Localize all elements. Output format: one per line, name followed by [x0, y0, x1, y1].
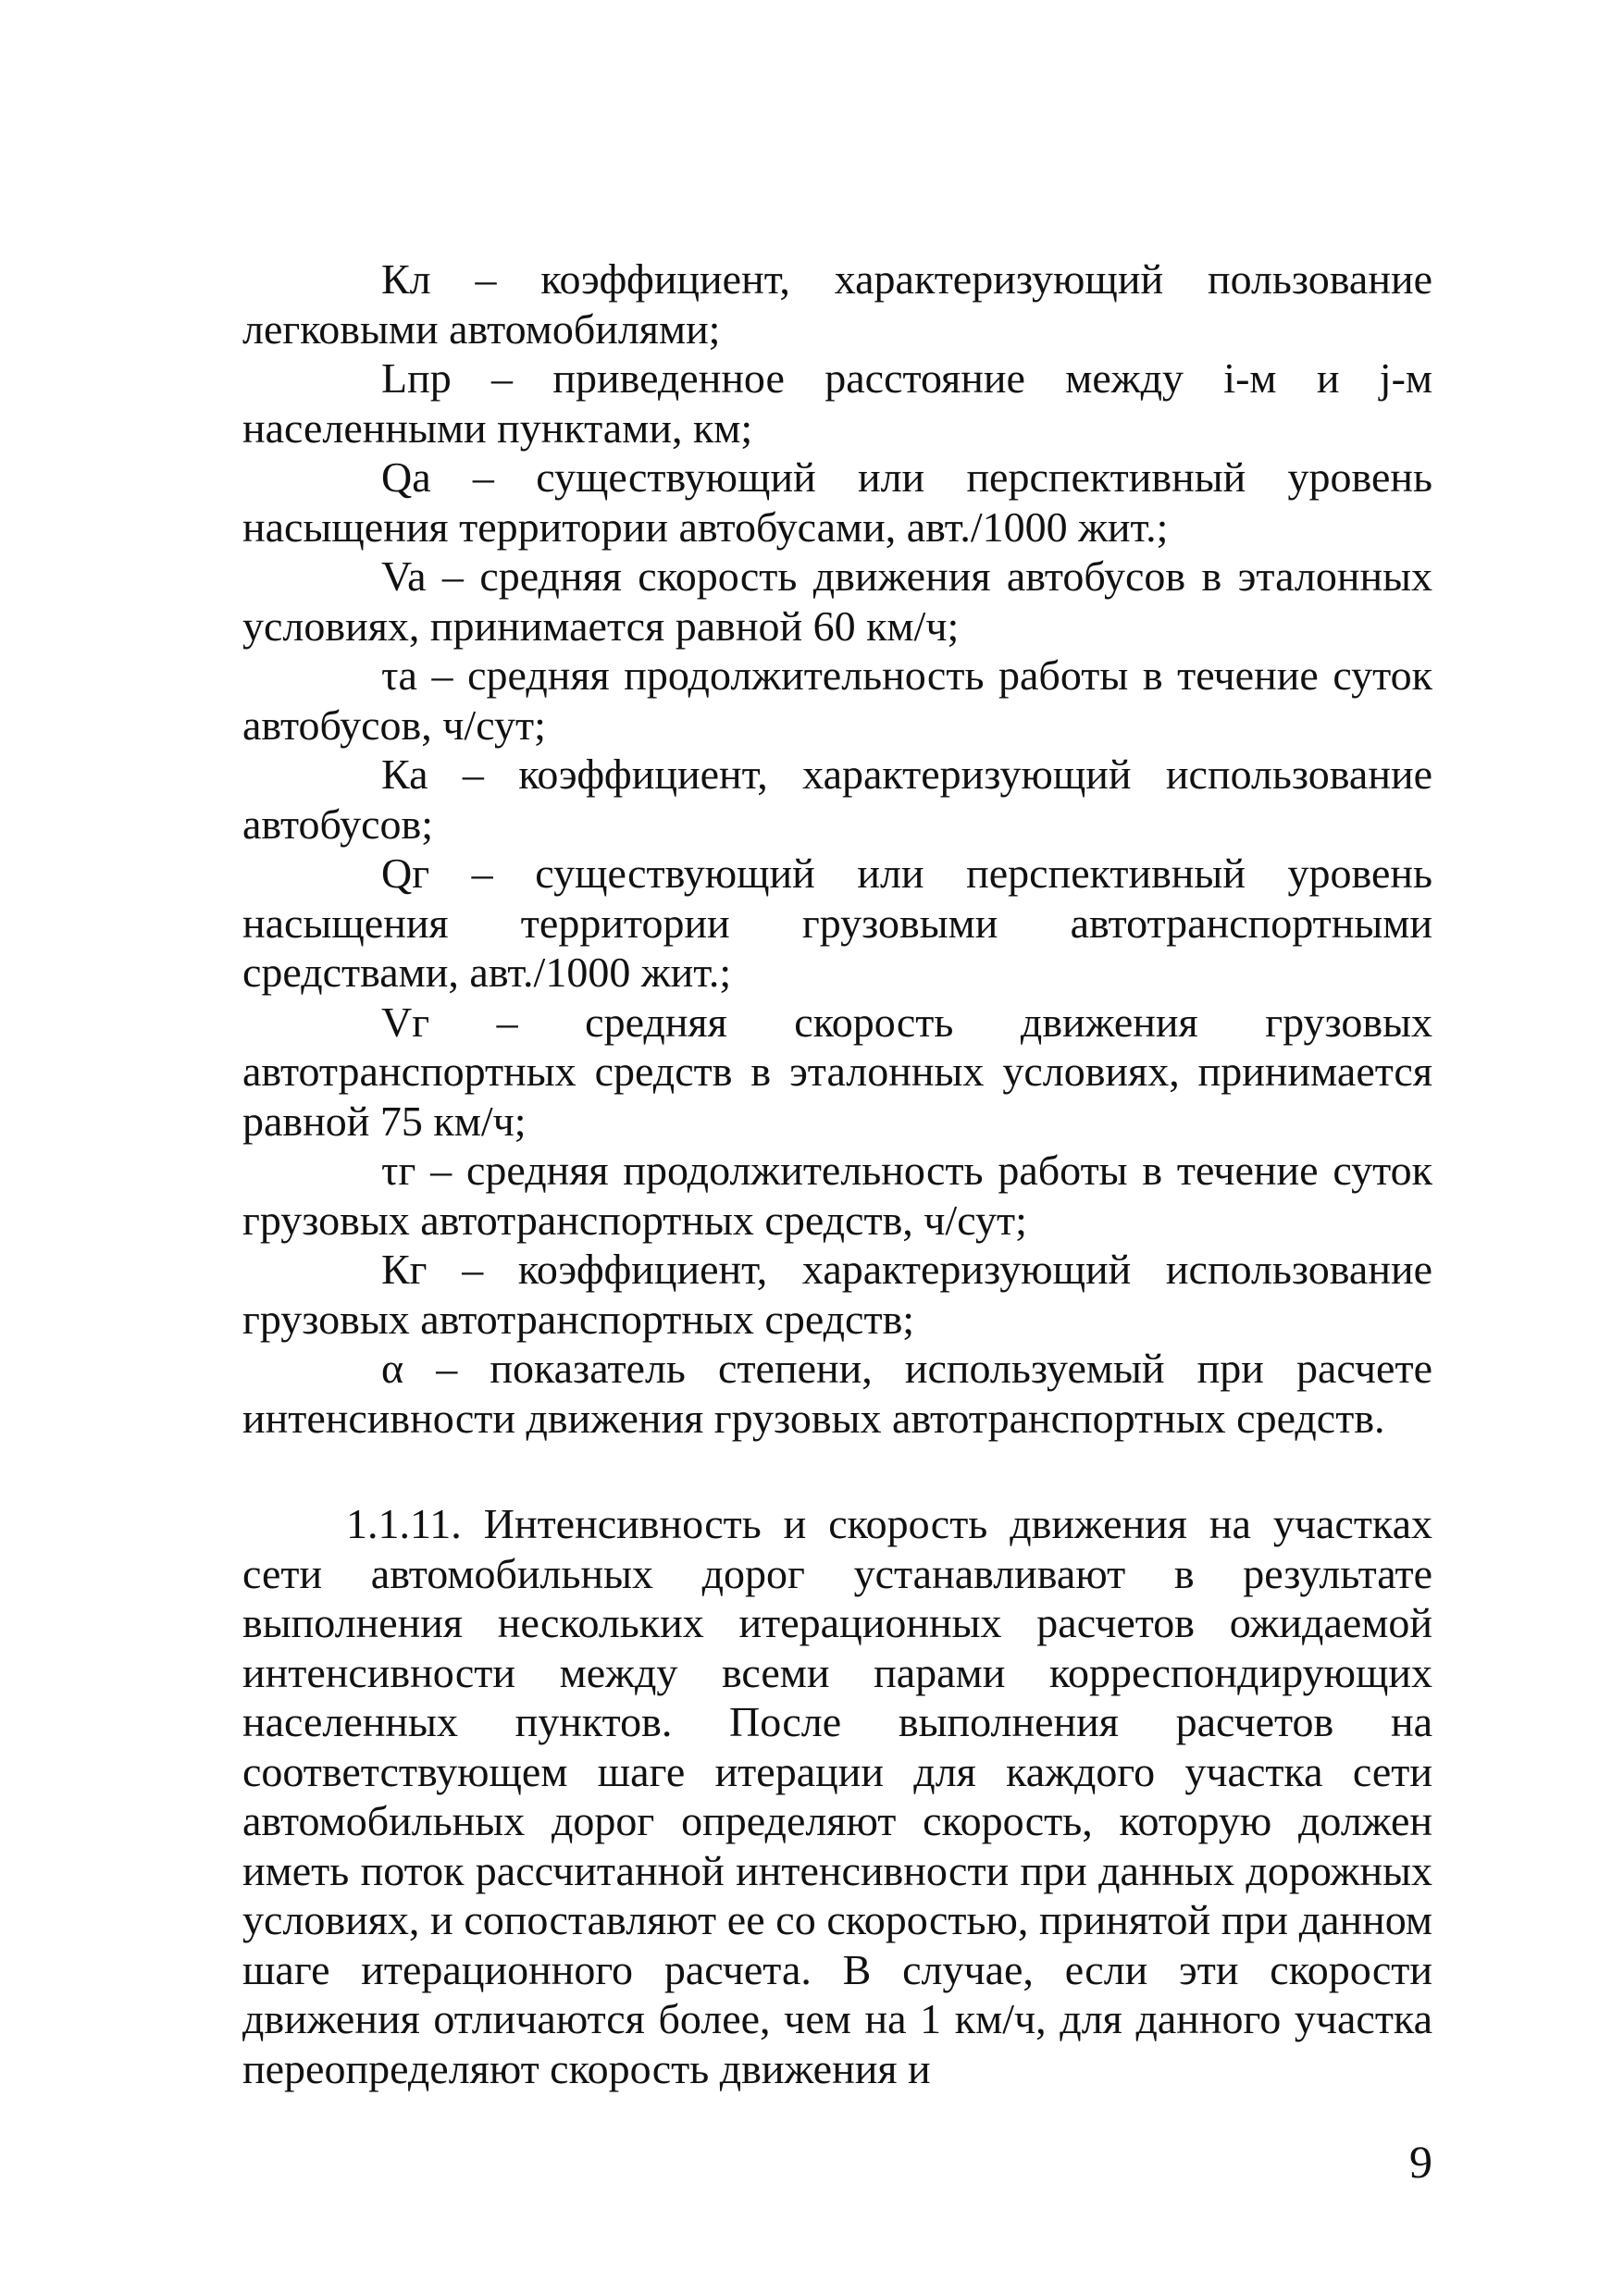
- definition-ka: Ка – коэффициент, характеризующий использование автобусов;: [242, 750, 1432, 848]
- definition-va: Va – средняя скорость движения автобусов в эталонных условиях, принимается равной 60 км/ч;: [242, 552, 1432, 650]
- definition-kl: Кл – коэффициент, характеризующий пользование легковыми автомобилями;: [242, 255, 1432, 353]
- definition-tau-g: τг – средняя продолжительность работы в течение суток грузовых автотранспортных средств, ч/сут;: [242, 1147, 1432, 1244]
- definition-lpr: Lпр – приведенное расстояние между i-м и j-м населенными пунктами, км;: [242, 354, 1432, 452]
- definition-alpha: α – показатель степени, используемый при расчете интенсивности движения грузовых автотранспортных средств.: [242, 1345, 1432, 1442]
- definition-tau-a: τa – средняя продолжительность работы в течение суток автобусов, ч/сут;: [242, 651, 1432, 749]
- page-number: 9: [1409, 2136, 1432, 2188]
- section-1-1-11: [242, 1499, 1432, 2093]
- definition-qa: Qa – существующий или перспективный уровень насыщения территории автобусами, авт./1000 жит.;: [242, 453, 1432, 551]
- definition-kg: Кг – коэффициент, характеризующий использование грузовых автотранспортных средств;: [242, 1246, 1432, 1343]
- section-paragraph: 1.1.11. Интенсивность и скорость движения на участках сети автомобильных дорог устанавливают в результате выполнения нескольких итерационных расчетов ожидаемой интенсивности между всеми парами корреспондирующих населенных пунктов. После выполнения расчетов на соответствующем шаге итерации для каждого участка сети автомобильных дорог определяют скорость, которую должен иметь поток рассчитанной интенсивности при данных дорожных условиях, и сопоставляют ее со скоростью, принятой при данном шаге итерационного расчета. В случае, если эти скорости движения отличаются более, чем на 1 км/ч, для данного участка переопределяют скорость движения и: [242, 1500, 1432, 2092]
- definition-qg: Qг – существующий или перспективный уровень насыщения территории грузовыми автотранспортными средствами, авт./1000 жит.;: [242, 850, 1432, 996]
- definition-vg: Vг – средняя скорость движения грузовых автотранспортных средств в эталонных условиях, принимается равной 75 км/ч;: [242, 998, 1432, 1145]
- variable-definitions: [242, 254, 1432, 1443]
